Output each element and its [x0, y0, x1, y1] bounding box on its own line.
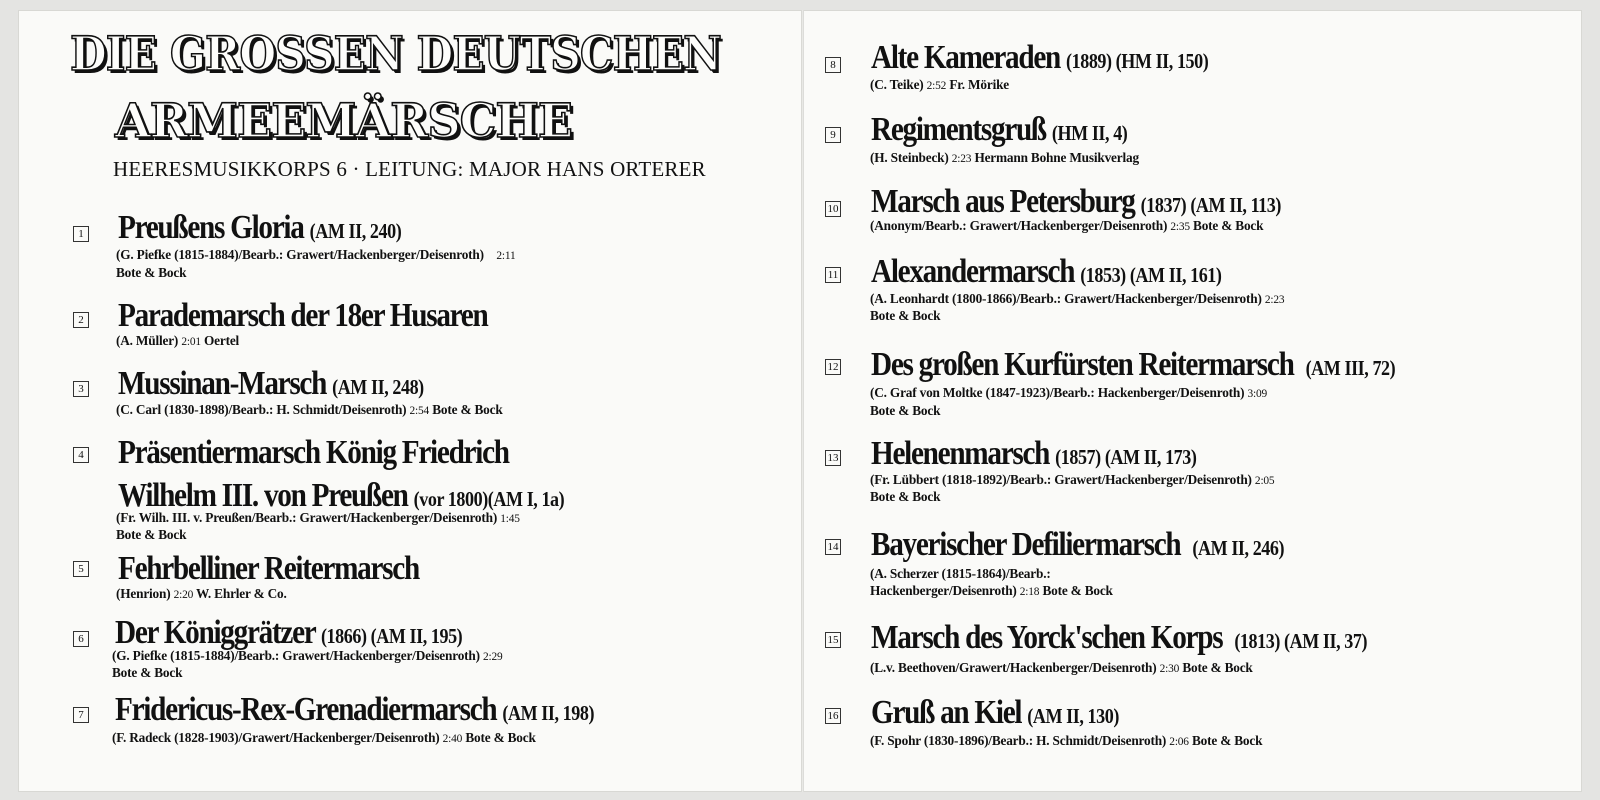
track-duration: 2:35: [1170, 219, 1190, 233]
track-title: Fehrbelliner Reitermarsch: [118, 550, 419, 587]
track-publisher: Bote & Bock: [1042, 584, 1113, 599]
track-catalog-ref: (1889) (HM II, 150): [1066, 49, 1209, 73]
track-number: 1: [73, 226, 89, 242]
track-credit: (A. Müller) 2:01 Oertel: [116, 334, 240, 349]
track-duration: 2:23: [951, 151, 972, 165]
track-title: Marsch aus Petersburg (1837) (AM II, 113): [871, 183, 1281, 220]
track-publisher: Bote & Bock: [465, 731, 536, 746]
track-number: 10: [825, 201, 841, 217]
track-number: 4: [73, 447, 89, 463]
track-number: 5: [73, 561, 89, 577]
track-credit: (G. Piefke (1815-1884)/Bearb.: Grawert/Hackenberger/Deisenroth) 2:11: [116, 248, 516, 263]
track-title: Mussinan-Marsch (AM II, 248): [118, 365, 424, 402]
track-title: Des großen Kurfürsten Reitermarsch (AM III, 72): [871, 346, 1396, 383]
track-number: 11: [825, 267, 841, 283]
track-title: Alte Kameraden (1889) (HM II, 150): [871, 39, 1209, 76]
track-catalog-ref: (AM II, 246): [1192, 536, 1285, 560]
booklet-fold: [801, 10, 804, 792]
album-title-line-1: DIE GROSSEN DEUTSCHEN: [70, 27, 721, 82]
track-duration: 2:05: [1254, 473, 1275, 487]
track-title: Parademarsch der 18er Husaren: [118, 297, 488, 334]
track-number: 8: [825, 57, 841, 73]
track-title: Preußens Gloria (AM II, 240): [118, 209, 402, 246]
track-publisher: Bote & Bock: [116, 528, 187, 543]
track-credit: (Henrion) 2:20 W. Ehrler & Co.: [116, 587, 287, 602]
track-duration: 2:29: [483, 649, 503, 663]
track-number: 9: [825, 127, 841, 143]
track-catalog-ref: (AM II, 248): [332, 375, 424, 399]
track-catalog-ref: (HM II, 4): [1051, 121, 1128, 145]
track-duration: 2:30: [1159, 661, 1180, 675]
track-number: 6: [73, 631, 89, 647]
track-duration: 1:45: [500, 511, 520, 525]
track-duration: 2:54: [409, 403, 430, 417]
track-duration: 2:18: [1019, 584, 1040, 598]
track-title: Fridericus-Rex-Grenadiermarsch (AM II, 198): [115, 691, 595, 728]
track-number: 2: [73, 312, 89, 328]
track-duration: 2:23: [1264, 292, 1285, 306]
track-publisher: W. Ehrler & Co.: [196, 587, 287, 602]
track-catalog-ref: (AM III, 72): [1305, 356, 1396, 380]
track-publisher: Fr. Mörike: [949, 78, 1010, 93]
track-credit: (Fr. Wilh. III. v. Preußen/Bearb.: Grawert/Hackenberger/Deisenroth) 1:45: [116, 511, 520, 526]
track-number: 14: [825, 539, 841, 555]
track-duration: 2:40: [442, 731, 463, 745]
track-number: 15: [825, 632, 841, 648]
track-publisher: Bote & Bock: [432, 403, 503, 418]
track-credit: (A. Leonhardt (1800-1866)/Bearb.: Grawert/Hackenberger/Deisenroth) 2:23: [870, 292, 1285, 307]
track-publisher: Oertel: [203, 334, 240, 349]
track-title: Präsentiermarsch König Friedrich: [118, 434, 509, 471]
track-catalog-ref: (AM II, 198): [502, 701, 595, 725]
track-title-line-2: Wilhelm III. von Preußen (vor 1800)(AM I, 1a): [118, 477, 565, 514]
track-title: Gruß an Kiel (AM II, 130): [871, 694, 1119, 731]
track-credit: (F. Spohr (1830-1896)/Bearb.: H. Schmidt/Deisenroth) 2:06 Bote & Bock: [870, 734, 1263, 749]
track-duration: 2:20: [173, 587, 194, 601]
track-catalog-ref: (1866) (AM II, 195): [320, 624, 463, 648]
track-credit: (C. Carl (1830-1898)/Bearb.: H. Schmidt/Deisenroth) 2:54 Bote & Bock: [116, 403, 503, 418]
track-catalog-ref: (1813) (AM II, 37): [1234, 629, 1368, 653]
track-credit: (H. Steinbeck) 2:23 Hermann Bohne Musikverlag: [870, 151, 1139, 166]
track-duration: 2:11: [496, 248, 516, 262]
track-credit: (Anonym/Bearb.: Grawert/Hackenberger/Deisenroth) 2:35 Bote & Bock: [870, 219, 1264, 234]
track-publisher: Bote & Bock: [116, 266, 187, 281]
track-credit: (G. Piefke (1815-1884)/Bearb.: Grawert/Hackenberger/Deisenroth) 2:29: [112, 649, 503, 664]
track-publisher: Bote & Bock: [870, 404, 941, 419]
track-catalog-ref: (1857) (AM II, 173): [1055, 445, 1197, 469]
track-credit: (L.v. Beethoven/Grawert/Hackenberger/Deisenroth) 2:30 Bote & Bock: [870, 661, 1253, 676]
track-number: 13: [825, 450, 841, 466]
track-credit: (C. Graf von Moltke (1847-1923)/Bearb.: Hackenberger/Deisenroth) 3:09: [870, 386, 1268, 401]
track-publisher: Bote & Bock: [870, 490, 941, 505]
track-number: 16: [825, 708, 841, 724]
track-catalog-ref: (AM II, 130): [1027, 704, 1119, 728]
track-title: Helenenmarsch (1857) (AM II, 173): [871, 435, 1197, 472]
track-catalog-ref: (AM II, 240): [309, 219, 402, 243]
track-publisher: Bote & Bock: [1193, 219, 1264, 234]
track-number: 3: [73, 381, 89, 397]
track-duration: 2:52: [926, 78, 947, 92]
track-credit-line-2: Hackenberger/Deisenroth) 2:18 Bote & Bock: [870, 584, 1113, 599]
track-credit: (C. Teike) 2:52 Fr. Mörike: [870, 78, 1010, 93]
track-title: Regimentsgruß (HM II, 4): [871, 111, 1128, 148]
track-publisher: Bote & Bock: [1191, 734, 1263, 749]
track-title: Der Königgrätzer (1866) (AM II, 195): [115, 614, 463, 651]
track-duration: 3:09: [1247, 386, 1268, 400]
track-catalog-ref: (1837) (AM II, 113): [1140, 193, 1281, 217]
track-catalog-ref: (vor 1800)(AM I, 1a): [413, 487, 565, 511]
track-catalog-ref: (1853) (AM II, 161): [1080, 263, 1222, 287]
track-credit: (F. Radeck (1828-1903)/Grawert/Hackenberger/Deisenroth) 2:40 Bote & Bock: [112, 731, 536, 746]
track-publisher: Hermann Bohne Musikverlag: [974, 151, 1139, 166]
album-title-line-2: ARMEEMÄRSCHE: [115, 94, 573, 149]
track-publisher: Bote & Bock: [112, 666, 183, 681]
track-duration: 2:06: [1169, 734, 1189, 748]
track-duration: 2:01: [181, 334, 201, 348]
track-credit: (A. Scherzer (1815-1864)/Bearb.:: [870, 567, 1051, 582]
track-title: Marsch des Yorck'schen Korps (1813) (AM II, 37): [871, 619, 1368, 656]
track-credit: (Fr. Lübbert (1818-1892)/Bearb.: Grawert/Hackenberger/Deisenroth) 2:05: [870, 473, 1275, 488]
track-publisher: Bote & Bock: [870, 309, 941, 324]
track-number: 7: [73, 707, 89, 723]
ensemble-subtitle: HEERESMUSIKKORPS 6 · LEITUNG: MAJOR HANS ORTERER: [113, 157, 706, 181]
track-number: 12: [825, 359, 841, 375]
track-title: Alexandermarsch (1853) (AM II, 161): [871, 253, 1222, 290]
track-title: Bayerischer Defiliermarsch (AM II, 246): [871, 526, 1285, 563]
track-publisher: Bote & Bock: [1182, 661, 1253, 676]
